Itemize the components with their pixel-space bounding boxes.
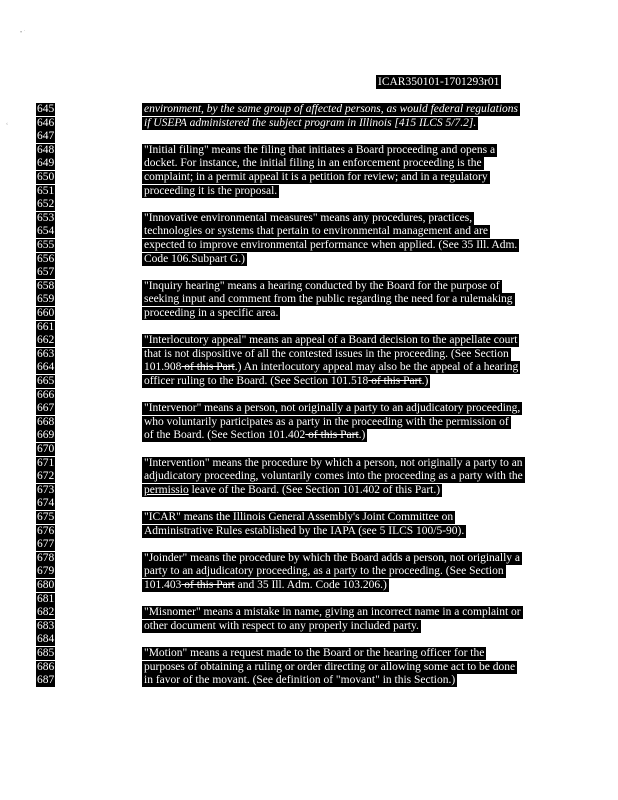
line-number: 686 [37, 660, 55, 673]
line-text: "Inquiry hearing" means a hearing conducted by the Board for the purpose of [144, 279, 500, 292]
line-text: Administrative Rules established by the IAPA (see 5 ILCS 100/5-90). [144, 524, 465, 537]
document-line [0, 117, 618, 130]
document-line [0, 266, 618, 279]
document-line [0, 511, 618, 524]
document-line [0, 443, 618, 456]
line-number: 672 [37, 470, 55, 483]
document-line [0, 253, 618, 266]
line-number: 656 [37, 252, 55, 265]
document-line [0, 497, 618, 510]
line-number: 687 [37, 674, 55, 687]
line-text: "Motion" means a request made to the Board or the hearing officer for the [144, 647, 485, 659]
line-number: 680 [37, 579, 55, 591]
line-text-part: leave of the Board. (See Section 101.402 of this Part.) [188, 483, 441, 496]
document-line [0, 225, 618, 238]
line-number: 664 [37, 361, 55, 374]
document-line [0, 198, 618, 211]
line-text: "Interlocutory appeal" means an appeal of a Board decision to the appellate court [144, 334, 518, 347]
line-text: "Initial filing" means the filing that initiates a Board proceeding and opens a [144, 143, 496, 156]
line-number: 655 [37, 239, 55, 251]
struck-deletion: of this Part [305, 429, 359, 442]
document-line [0, 484, 618, 497]
line-text: other document with respect to any properly included party. [144, 619, 419, 632]
document-line [0, 620, 618, 633]
document-line [0, 307, 618, 320]
line-number: 673 [37, 483, 55, 496]
line-text: seeking input and comment from the public regarding the need for a rulemaking [144, 293, 513, 306]
line-text: technologies or systems that pertain to environmental management and are [144, 225, 488, 238]
document-line [0, 579, 618, 592]
line-text: adjudicatory proceeding, voluntarily comes into the proceeding as a party with the [144, 470, 523, 483]
line-number: 667 [37, 402, 55, 415]
document-line [0, 593, 618, 606]
line-text: "Intervention" means the procedure by which a person, not originally a party to an [144, 456, 523, 469]
line-number: 678 [37, 551, 55, 564]
line-text-part: 101.403 [144, 579, 182, 591]
line-number: 679 [37, 565, 55, 578]
line-number: 681 [37, 592, 55, 605]
document-line [0, 280, 618, 293]
line-number: 659 [37, 293, 55, 306]
line-text: "Joinder" means the procedure by which the Board adds a person, not originally a [144, 551, 521, 564]
line-text: that is not dispositive of all the contested issues in the proceeding. (See Section [144, 347, 509, 360]
line-text: expected to improve environmental performance when applied. (See 35 Ill. Adm. [144, 239, 518, 251]
document-line [0, 470, 618, 483]
line-number: 683 [37, 619, 55, 632]
line-number: 675 [37, 511, 55, 523]
line-text: docket. For instance, the initial filing in an enforcement proceeding is the [144, 157, 482, 170]
line-number: 660 [37, 307, 55, 319]
line-text: proceeding in a specific area. [144, 307, 279, 319]
line-number: 666 [37, 388, 55, 401]
document-line [0, 606, 618, 619]
line-text: Code 106.Subpart G.) [144, 252, 245, 265]
document-line [0, 552, 618, 565]
line-text [142, 361, 520, 374]
document-line [0, 416, 618, 429]
line-number: 682 [37, 606, 55, 619]
line-text: purposes of obtaining a ruling or order directing or allowing some act to be done [144, 660, 516, 673]
struck-deletion: of this Part [368, 375, 422, 387]
line-text [142, 579, 389, 592]
document-line [0, 457, 618, 470]
document-line [0, 633, 618, 646]
line-text: who voluntarily participates as a party in the proceeding with the permission of [144, 415, 509, 428]
document-line [0, 334, 618, 347]
line-number: 665 [37, 375, 55, 387]
line-number: 676 [37, 524, 55, 537]
line-number: 685 [37, 647, 55, 659]
document-line [0, 348, 618, 361]
document-line [0, 157, 618, 170]
line-number: 646 [37, 116, 55, 129]
document-line [0, 389, 618, 402]
line-number: 651 [37, 184, 55, 197]
line-text: "Innovative environmental measures" means any procedures, practices, [144, 211, 473, 224]
line-number: 684 [37, 633, 55, 646]
line-number: 652 [37, 198, 55, 211]
document-line [0, 361, 618, 374]
line-text-part: .) [421, 375, 429, 387]
line-text: environment, by the same group of affected persons, as would federal regulations [144, 103, 519, 115]
line-number: 662 [37, 334, 55, 347]
line-number: 648 [37, 143, 55, 156]
line-text [142, 375, 430, 388]
struck-deletion: of this Part [181, 361, 235, 374]
line-text: if USEPA administered the subject program in Illinois [415 ILCS 5/7.2]. [144, 116, 477, 129]
document-line [0, 375, 618, 388]
line-text-part: 101.908 [144, 361, 182, 374]
line-text: in favor of the movant. (See definition of "movant" in this Section.) [144, 674, 456, 687]
line-number: 650 [37, 171, 55, 183]
document-line [0, 674, 618, 687]
document-line [0, 103, 618, 116]
line-text: "Intervenor" means a person, not originally a party to an adjudicatory proceeding, [144, 402, 521, 415]
line-number: 645 [37, 103, 55, 115]
line-number: 677 [37, 538, 55, 551]
line-text-part: and 35 Ill. Adm. Code 103.206.) [234, 579, 387, 591]
line-text: party to an adjudicatory proceeding, as a party to the proceeding. (See Section [144, 565, 504, 578]
document-line [0, 321, 618, 334]
line-text-part: .) An interlocutory appeal may also be the appeal of a hearing [234, 361, 519, 374]
line-text-part: officer ruling to the Board. (See Section 101.518 [144, 375, 369, 387]
line-number: 668 [37, 415, 55, 428]
document-line [0, 402, 618, 415]
document-line [0, 185, 618, 198]
line-number: 653 [37, 211, 55, 224]
line-text-part: of the Board. (See Section 101.402 [144, 429, 306, 442]
document-line [0, 212, 618, 225]
document-line [0, 130, 618, 143]
line-text: proceeding it is the proposal. [144, 184, 278, 197]
line-text [142, 429, 367, 442]
line-number: 654 [37, 225, 55, 238]
document-line [0, 661, 618, 674]
document-line [0, 429, 618, 442]
line-number: 671 [37, 456, 55, 469]
underlined-insertion: permissio [144, 483, 189, 496]
line-number: 663 [37, 347, 55, 360]
line-number: 670 [37, 443, 55, 455]
line-number: 647 [37, 130, 55, 143]
line-number: 674 [37, 497, 55, 510]
document-line [0, 565, 618, 578]
line-text [142, 484, 442, 497]
left-margin-mark: ‹ [6, 121, 8, 127]
line-number: 669 [37, 429, 55, 442]
document-line [0, 293, 618, 306]
line-number: 657 [37, 266, 55, 279]
document-line [0, 171, 618, 184]
document-line [0, 239, 618, 252]
document-header-code: ICAR350101-1701293r01 [378, 76, 500, 88]
line-text: complaint; in a permit appeal it is a petition for review; and in a regulatory [144, 171, 488, 183]
document-line [0, 538, 618, 551]
document-line [0, 525, 618, 538]
document-line [0, 647, 618, 660]
line-number: 661 [37, 320, 55, 333]
line-text: "ICAR" means the Illinois General Assembly's Joint Committee on [144, 511, 454, 523]
struck-deletion: of this Part [181, 579, 235, 591]
line-number: 658 [37, 279, 55, 292]
line-number: 649 [37, 157, 55, 170]
scan-speck-marks: • ˙ [20, 30, 26, 36]
line-text-part: .) [358, 429, 366, 442]
line-text: "Misnomer" means a mistake in name, giving an incorrect name in a complaint or [144, 606, 521, 619]
document-line [0, 144, 618, 157]
